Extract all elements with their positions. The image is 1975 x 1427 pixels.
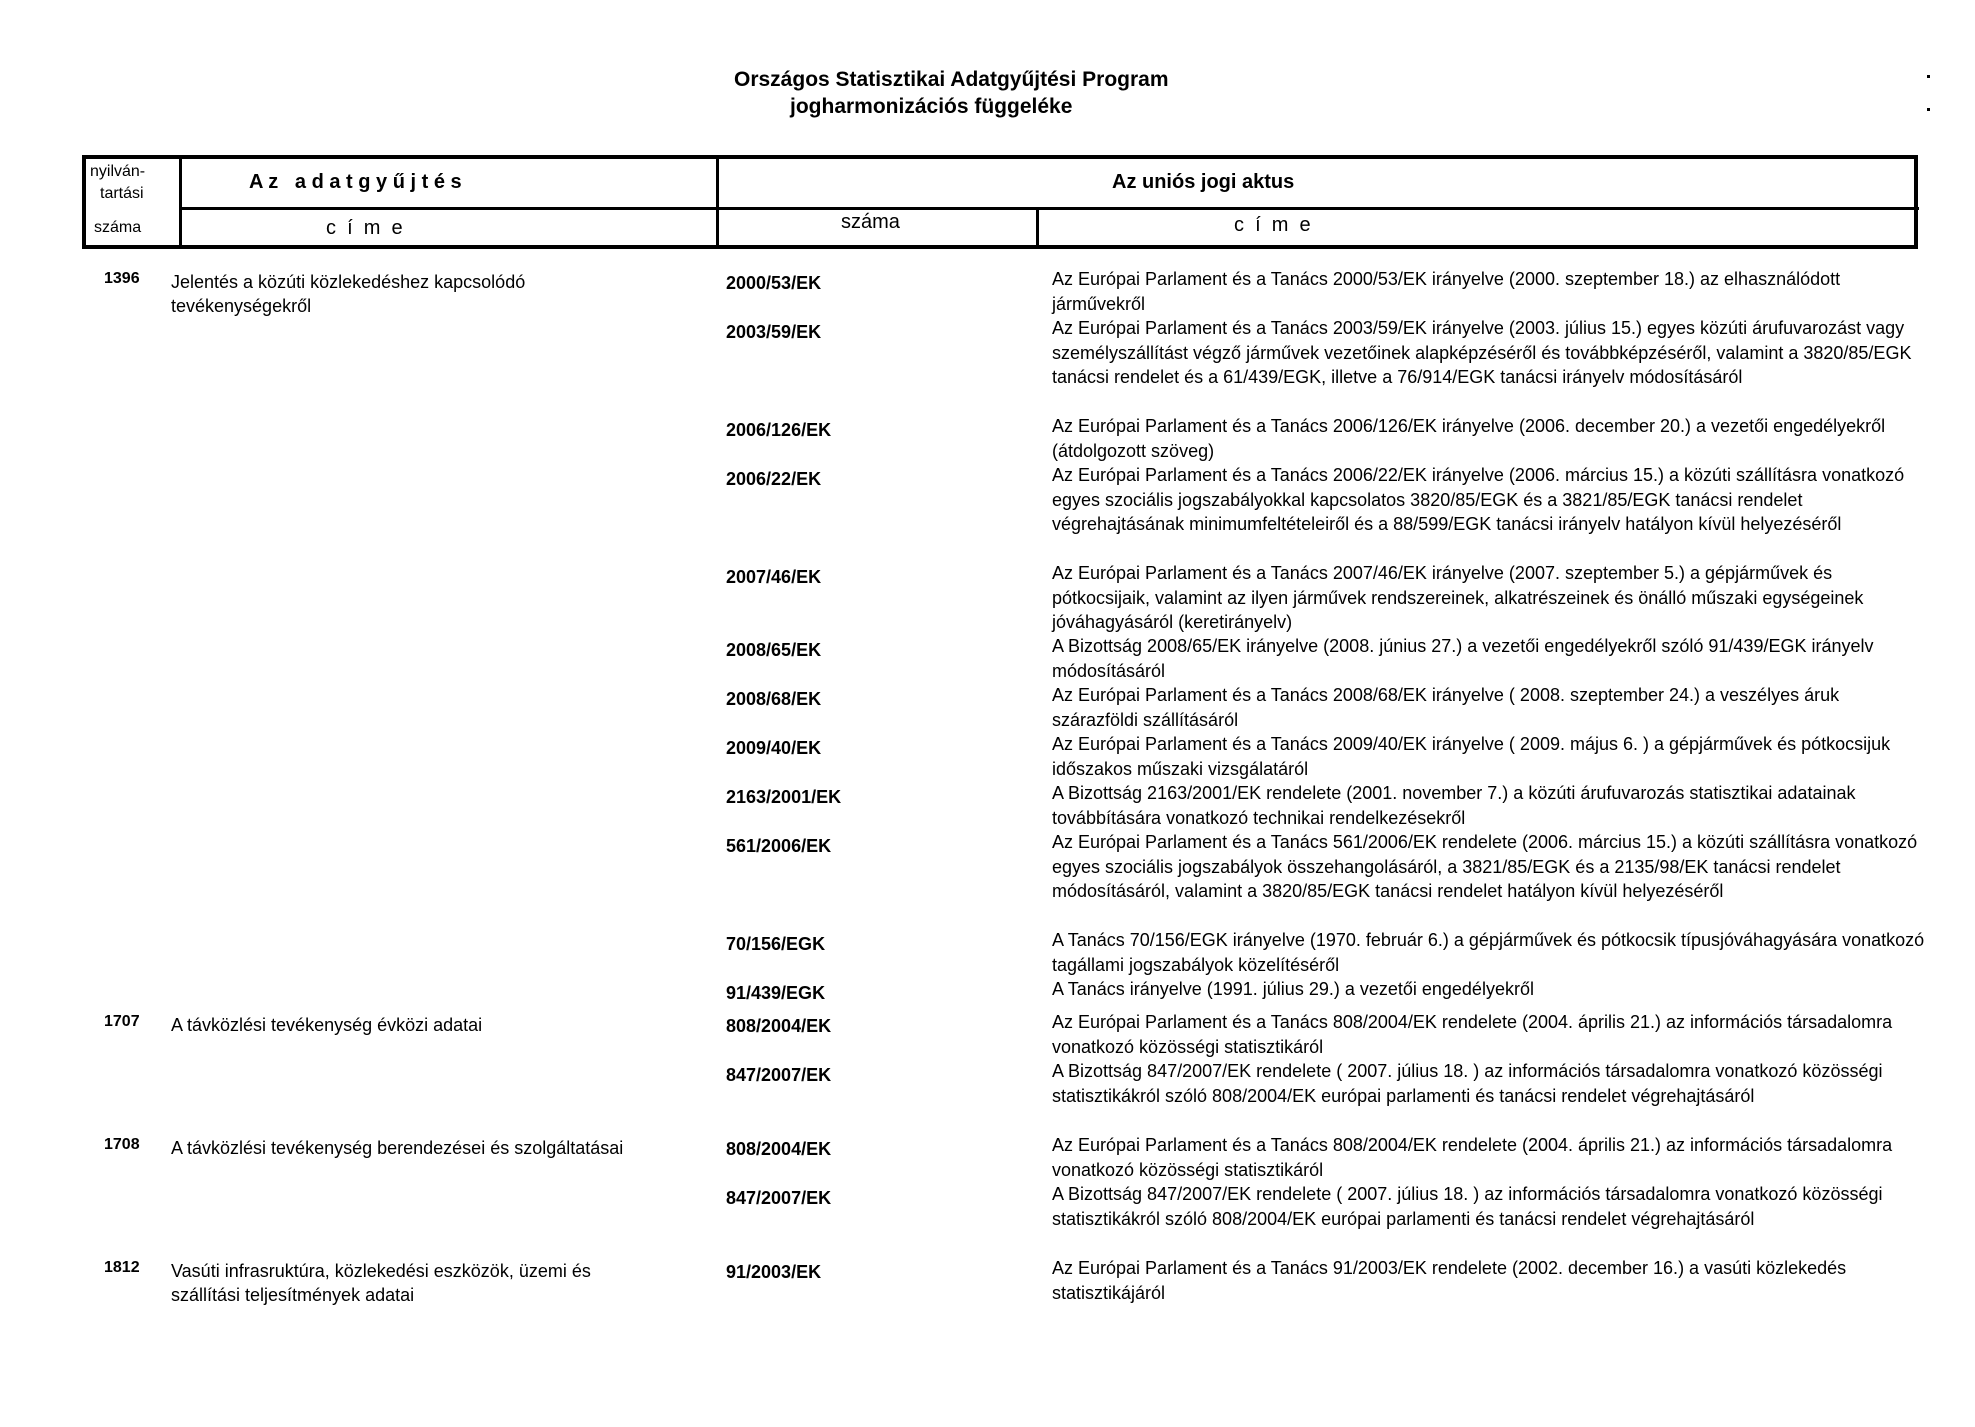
margin-dot xyxy=(1927,108,1930,111)
act-number: 2006/22/EK xyxy=(726,469,822,489)
header-col-id-line2: tartási xyxy=(100,185,144,202)
act-number: 2009/40/EK xyxy=(726,738,822,758)
header-col-id-line3: száma xyxy=(94,219,142,236)
header-collection-title: A z a d a t g y ű j t é s xyxy=(249,171,462,193)
header-act-number: száma xyxy=(841,211,900,233)
table-header xyxy=(82,155,1918,249)
header-act-title: c í m e xyxy=(1234,214,1311,236)
act-title: A Bizottság 847/2007/EK rendelete ( 2007. július 18. ) az információs társadalomra vonatkozó közösségi statisztikákról szóló 808/2004/EK európai parlamenti és tanácsi rendelet végrehajtásáról xyxy=(1052,1184,1883,1229)
act-title: Az Európai Parlament és a Tanács 2007/46/EK irányelve (2007. szeptember 5.) a gépjárművek és pótkocsijaik, valamint az ilyen járművek rendszereinek, alkatrészeinek és önálló műszaki egységeinek jóváhagyásáról (keretirányelv) xyxy=(1052,563,1864,632)
act-number: 808/2004/EK xyxy=(726,1016,832,1036)
row-title: Jelentés a közúti közlekedéshez kapcsolódó tevékenységekről xyxy=(171,272,526,316)
act-title: Az Európai Parlament és a Tanács 808/2004/EK rendelete (2004. április 21.) az információs társadalomra vonatkozó közösségi statisztikáról xyxy=(1052,1012,1893,1057)
row-id: 1396 xyxy=(104,270,140,287)
act-title: Az Európai Parlament és a Tanács 2003/59/EK irányelve (2003. július 15.) egyes közúti árufuvarozást vagy személyszállítást végző járművek vezetőinek alapképzéséről és továbbképzéséről, valamint a 3820/85/EGK tanácsi rendelet és a 61/439/EGK, illetve a 76/914/EGK tanácsi irányelv módosításáról xyxy=(1052,318,1912,387)
row-title: A távközlési tevékenység berendezései és szolgáltatásai xyxy=(171,1138,624,1158)
act-number: 808/2004/EK xyxy=(726,1139,832,1159)
act-title: Az Európai Parlament és a Tanács 2008/68/EK irányelve ( 2008. szeptember 24.) a veszélyes áruk szárazföldi szállításáról xyxy=(1052,685,1840,730)
act-number: 70/156/EGK xyxy=(726,934,826,954)
act-title: Az Európai Parlament és a Tanács 561/2006/EK rendelete (2006. március 15.) a közúti szállításra vonatkozó egyes szociális jogszabályok összehangolásáról, a 3821/85/EGK és a 2135/98/EK tanácsi rendelet módosításáról, valamint a 3820/85/EGK tanácsi rendelet hatályon kívül helyezéséről xyxy=(1052,832,1918,901)
act-title: Az Európai Parlament és a Tanács 808/2004/EK rendelete (2004. április 21.) az információs társadalomra vonatkozó közösségi statisztikáról xyxy=(1052,1135,1893,1180)
act-number: 561/2006/EK xyxy=(726,836,832,856)
header-divider xyxy=(179,159,182,249)
act-number: 2003/59/EK xyxy=(726,322,822,342)
act-title: A Tanács irányelve (1991. július 29.) a vezetői engedélyekről xyxy=(1052,979,1534,999)
row-id: 1812 xyxy=(104,1259,140,1276)
document-subtitle: jogharmonizációs függeléke xyxy=(790,95,1073,118)
row-title: A távközlési tevékenység évközi adatai xyxy=(171,1015,483,1035)
act-title: A Bizottság 847/2007/EK rendelete ( 2007. július 18. ) az információs társadalomra vonatkozó közösségi statisztikákról szóló 808/2004/EK európai parlamenti és tanácsi rendelet végrehajtásáról xyxy=(1052,1061,1883,1106)
act-number: 847/2007/EK xyxy=(726,1188,832,1208)
act-number: 2008/68/EK xyxy=(726,689,822,709)
row-title: Vasúti infrasruktúra, közlekedési eszközök, üzemi és szállítási teljesítmények adatai xyxy=(171,1261,591,1305)
act-title: A Bizottság 2163/2001/EK rendelete (2001. november 7.) a közúti árufuvarozás statisztikai adatainak továbbítására vonatkozó technikai rendelkezésekről xyxy=(1052,783,1856,828)
header-collection-name: c í m e xyxy=(326,217,403,239)
act-title: Az Európai Parlament és a Tanács 2000/53/EK irányelve (2000. szeptember 18.) az elhasználódott járművekről xyxy=(1052,269,1841,314)
margin-dot xyxy=(1927,75,1930,78)
act-number: 2007/46/EK xyxy=(726,567,822,587)
act-title: A Bizottság 2008/65/EK irányelve (2008. június 27.) a vezetői engedélyekről szóló 91/439/EGK irányelv módosításáról xyxy=(1052,636,1874,681)
header-col-id-line1: nyilván- xyxy=(90,163,146,180)
document-title: Országos Statisztikai Adatgyűjtési Program xyxy=(734,68,1169,91)
act-number: 91/2003/EK xyxy=(726,1262,822,1282)
act-number: 2006/126/EK xyxy=(726,420,832,440)
row-id: 1707 xyxy=(104,1013,140,1030)
act-number: 2000/53/EK xyxy=(726,273,822,293)
act-title: Az Európai Parlament és a Tanács 2006/126/EK irányelve (2006. december 20.) a vezetői engedélyekről (átdolgozott szöveg) xyxy=(1052,416,1886,461)
header-eu-act: Az uniós jogi aktus xyxy=(1112,171,1295,193)
act-title: Az Európai Parlament és a Tanács 91/2003/EK rendelete (2002. december 16.) a vasúti közlekedés statisztikájáról xyxy=(1052,1258,1847,1303)
header-divider xyxy=(179,207,1919,210)
act-title: Az Európai Parlament és a Tanács 2009/40/EK irányelve ( 2009. május 6. ) a gépjárművek és pótkocsijuk időszakos műszaki vizsgálatáról xyxy=(1052,734,1891,779)
act-number: 2163/2001/EK xyxy=(726,787,842,807)
act-title: Az Európai Parlament és a Tanács 2006/22/EK irányelve (2006. március 15.) a közúti szállításra vonatkozó egyes szociális jogszabályokkal kapcsolatos 3820/85/EGK és a 3821/85/EGK tanácsi rendelet végrehajtásának minimumfeltételeiről és a 88/599/EGK tanácsi irányelv hatályon kívül helyezéséről xyxy=(1052,465,1905,534)
act-number: 847/2007/EK xyxy=(726,1065,832,1085)
header-divider xyxy=(1036,207,1039,249)
act-number: 91/439/EGK xyxy=(726,983,826,1003)
act-number: 2008/65/EK xyxy=(726,640,822,660)
header-divider xyxy=(716,159,719,249)
row-id: 1708 xyxy=(104,1136,140,1153)
act-title: A Tanács 70/156/EGK irányelve (1970. február 6.) a gépjárművek és pótkocsik típusjóváhagyására vonatkozó tagállami jogszabályok közelítéséről xyxy=(1052,930,1925,975)
